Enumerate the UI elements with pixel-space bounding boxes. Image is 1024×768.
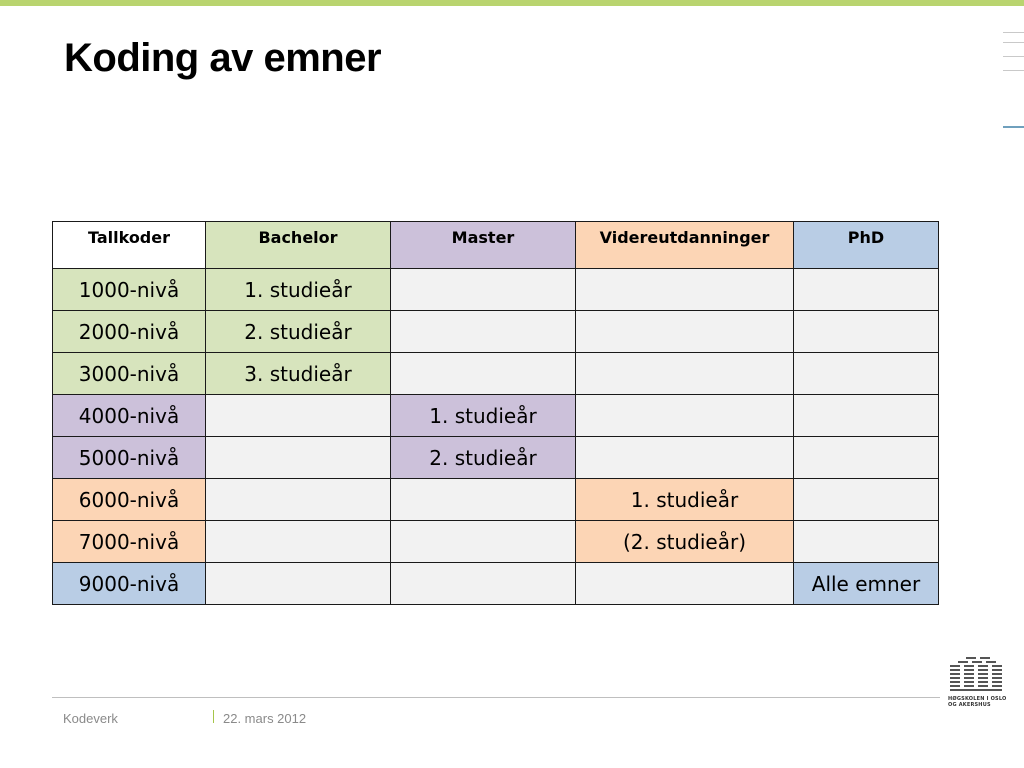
table-cell: [206, 437, 391, 479]
table-cell: [794, 521, 939, 563]
footer-date: 22. mars 2012: [223, 711, 307, 726]
table-cell: 1. studieår: [576, 479, 794, 521]
table-cell: 2. studieår: [206, 311, 391, 353]
table-cell: [391, 269, 576, 311]
table-header-row: [53, 222, 939, 269]
row-code-cell: 2000-nivå: [53, 311, 206, 353]
table-cell: [794, 437, 939, 479]
institution-logo: [948, 657, 1014, 708]
table-row: [53, 479, 939, 521]
footer-divider: [52, 697, 940, 698]
table-cell: [794, 269, 939, 311]
table-row: [53, 437, 939, 479]
table-row: [53, 521, 939, 563]
table-cell: (2. studieår): [576, 521, 794, 563]
header-phd: PhD: [794, 222, 939, 269]
table-cell: [576, 563, 794, 605]
table-cell: [576, 437, 794, 479]
table-cell: 3. studieår: [206, 353, 391, 395]
table-cell: [576, 311, 794, 353]
slide-title: Koding av emner: [64, 36, 382, 80]
table-cell: [391, 479, 576, 521]
row-code-cell: 1000-nivå: [53, 269, 206, 311]
logo-text: [948, 696, 1014, 708]
course-coding-table: [52, 221, 939, 605]
table-cell: 1. studieår: [206, 269, 391, 311]
table-row: [53, 563, 939, 605]
table-row: [53, 311, 939, 353]
table-cell: [794, 479, 939, 521]
table-cell: 2. studieår: [391, 437, 576, 479]
table-row: [53, 353, 939, 395]
logo-mark-icon: [948, 657, 1010, 693]
table-cell: [391, 563, 576, 605]
header-bachelor: Bachelor: [206, 222, 391, 269]
header-master: Master: [391, 222, 576, 269]
table-row: [53, 395, 939, 437]
header-videreutdanninger: Videreutdanninger: [576, 222, 794, 269]
table-cell: [391, 521, 576, 563]
table-cell: 1. studieår: [391, 395, 576, 437]
table-cell: [206, 479, 391, 521]
header-tallkoder: Tallkoder: [53, 222, 206, 269]
row-code-cell: 4000-nivå: [53, 395, 206, 437]
table-cell: [576, 353, 794, 395]
table-cell: Alle emner: [794, 563, 939, 605]
top-accent-bar: [0, 0, 1024, 6]
table-cell: [794, 311, 939, 353]
logo-line-2: OG AKERSHUS: [948, 702, 991, 708]
row-code-cell: 7000-nivå: [53, 521, 206, 563]
table-cell: [794, 395, 939, 437]
table-cell: [206, 521, 391, 563]
row-code-cell: 5000-nivå: [53, 437, 206, 479]
footer-label: Kodeverk: [63, 711, 118, 726]
table-cell: [576, 269, 794, 311]
table-cell: [576, 395, 794, 437]
logo-line-1: HØGSKOLEN I OSLO: [948, 696, 1007, 702]
footer-separator: [213, 710, 214, 723]
row-code-cell: 3000-nivå: [53, 353, 206, 395]
table-cell: [794, 353, 939, 395]
table-cell: [206, 395, 391, 437]
table-cell: [206, 563, 391, 605]
table-cell: [391, 353, 576, 395]
row-code-cell: 9000-nivå: [53, 563, 206, 605]
table-row: [53, 269, 939, 311]
table-cell: [391, 311, 576, 353]
row-code-cell: 6000-nivå: [53, 479, 206, 521]
